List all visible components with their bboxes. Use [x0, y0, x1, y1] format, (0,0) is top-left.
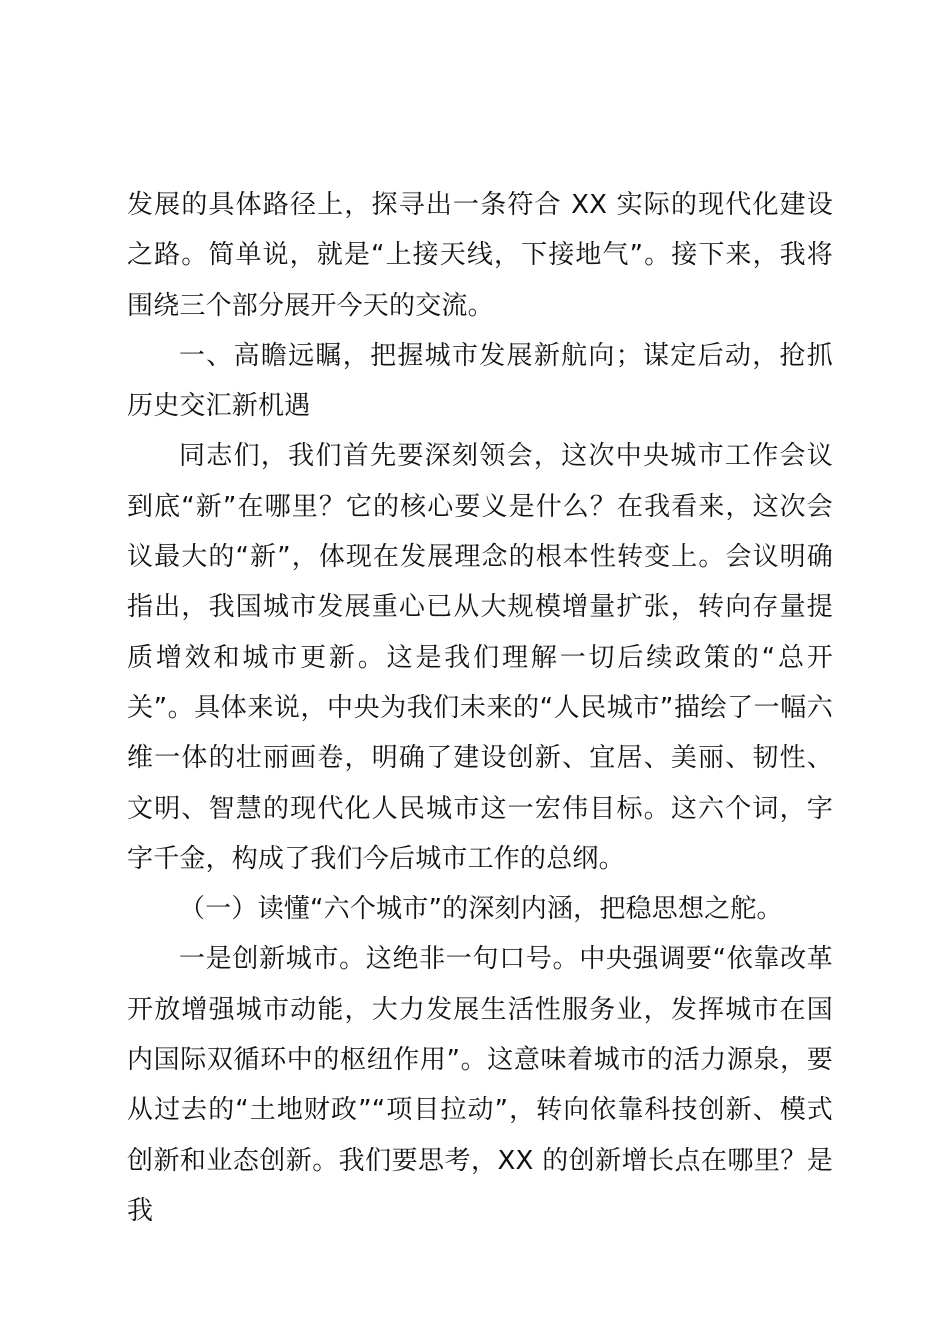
subsection-heading-one: （一）读懂“六个城市”的深刻内涵，把稳思想之舵。: [179, 894, 783, 925]
paragraph-innovation-city: 一是创新城市。这绝非一句口号。中央强调要“依靠改革开放增强城市动能，大力发展生活性服务业，发挥城市在国内国际双循环中的枢纽作用”。这意味着城市的活力源泉，要从过去的“土地财政”“项目拉动”，转向依靠科技创新、模式创新和业态创新。我们要思考，XX 的创新增长点在哪里？是我: [127, 944, 833, 1226]
section-heading-one: 一、高瞻远瞩，把握城市发展新航向；谋定后动，抢抓历史交汇新机遇: [127, 340, 833, 422]
paragraph-intro-continuation: 发展的具体路径上，探寻出一条符合 XX 实际的现代化建设之路。简单说，就是“上接天线，下接地气”。接下来，我将围绕三个部分展开今天的交流。: [127, 190, 833, 321]
document-body: [127, 180, 833, 1236]
paragraph-meeting-analysis: 同志们，我们首先要深刻领会，这次中央城市工作会议到底“新”在哪里？它的核心要义是什么？在我看来，这次会议最大的“新”，体现在发展理念的根本性转变上。会议明确指出，我国城市发展重心已从大规模增量扩张，转向存量提质增效和城市更新。这是我们理解一切后续政策的“总开关”。具体来说，中央为我们未来的“人民城市”描绘了一幅六维一体的壮丽画卷，明确了建设创新、宜居、美丽、韧性、文明、智慧的现代化人民城市这一宏伟目标。这六个词，字字千金，构成了我们今后城市工作的总纲。: [127, 441, 833, 874]
